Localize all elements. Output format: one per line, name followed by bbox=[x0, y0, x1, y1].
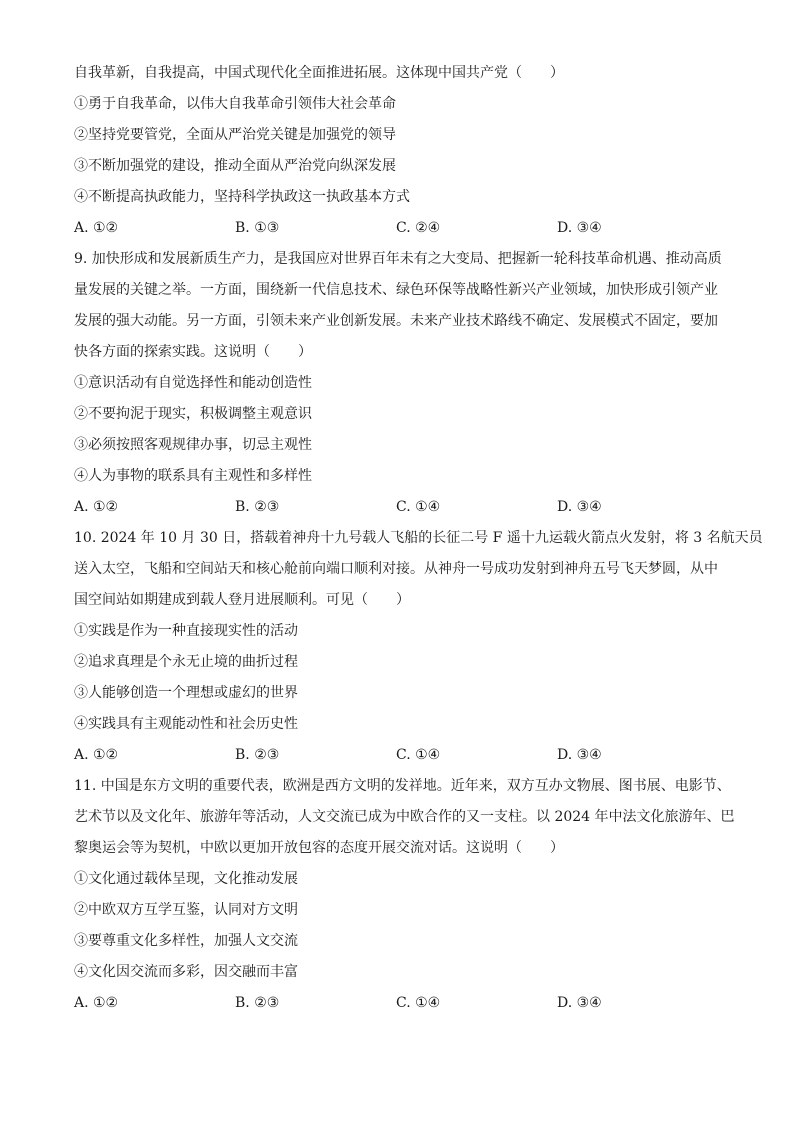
question-stem-line: 10. 2024 年 10 月 30 日，搭载着神舟十九号载人飞船的长征二号 F 遥十九运载火箭点火发射，将 3 名航天员 bbox=[74, 530, 763, 546]
answer-options bbox=[74, 492, 734, 523]
answer-options bbox=[74, 213, 734, 244]
answer-options bbox=[74, 740, 734, 771]
option-d: D. ③④ bbox=[557, 220, 602, 236]
option-b: B. ②③ bbox=[235, 747, 280, 763]
statement-2: ②坚持党要管党，全面从严治党关键是加强党的领导 bbox=[74, 127, 396, 143]
question-stem-line: 送入太空，飞船和空间站天和核心舱前向端口顺利对接。从神舟一号成功发射到神舟五号飞天梦圆，从中 bbox=[74, 561, 718, 577]
option-d: D. ③④ bbox=[557, 995, 602, 1011]
option-a: A. ①② bbox=[74, 220, 119, 236]
option-a: A. ①② bbox=[74, 499, 119, 515]
statement-1: ①意识活动有自觉选择性和能动创造性 bbox=[74, 375, 312, 391]
statement-1: ①勇于自我革命，以伟大自我革命引领伟大社会革命 bbox=[74, 96, 396, 112]
option-b: B. ②③ bbox=[235, 499, 280, 515]
question-stem-line: 11. 中国是东方文明的重要代表，欧洲是西方文明的发祥地。近年来，双方互办文物展、图书展、电影节、 bbox=[74, 778, 731, 794]
option-c: C. ①④ bbox=[396, 499, 441, 515]
exam-page bbox=[74, 58, 763, 1019]
statement-3: ③要尊重文化多样性，加强人文交流 bbox=[74, 933, 298, 949]
statement-2: ②不要拘泥于现实，积极调整主观意识 bbox=[74, 406, 312, 422]
option-a: A. ①② bbox=[74, 995, 119, 1011]
statement-3: ③必须按照客观规律办事，切忌主观性 bbox=[74, 437, 312, 453]
question-stem-line: 国空间站如期建成到载人登月进展顺利。可见（ ） bbox=[74, 592, 410, 608]
question-9 bbox=[74, 244, 734, 523]
option-b: B. ①③ bbox=[235, 220, 280, 236]
statement-4: ④不断提高执政能力，坚持科学执政这一执政基本方式 bbox=[74, 189, 410, 205]
question-stem-line: 发展的强大动能。另一方面，引领未来产业创新发展。未来产业技术路线不确定、发展模式不固定，要加 bbox=[74, 313, 718, 329]
option-d: D. ③④ bbox=[557, 499, 602, 515]
question-stem-line: 艺术节以及文化年、旅游年等活动，人文交流已成为中欧合作的又一支柱。以 2024 年中法文化旅游年、巴 bbox=[74, 809, 735, 825]
statement-1: ①实践是作为一种直接现实性的活动 bbox=[74, 623, 298, 639]
question-stem-line: 自我革新，自我提高，中国式现代化全面推进拓展。这体现中国共产党（ ） bbox=[74, 65, 564, 81]
statement-2: ②追求真理是个永无止境的曲折过程 bbox=[74, 654, 298, 670]
option-c: C. ①④ bbox=[396, 995, 441, 1011]
option-c: C. ①④ bbox=[396, 747, 441, 763]
statement-2: ②中欧双方互学互鉴，认同对方文明 bbox=[74, 902, 298, 918]
statement-4: ④人为事物的联系具有主观性和多样性 bbox=[74, 468, 312, 484]
question-10 bbox=[74, 523, 763, 771]
question-stem-line: 黎奥运会等为契机，中欧以更加开放包容的态度开展交流对话。这说明（ ） bbox=[74, 840, 564, 856]
statement-4: ④实践具有主观能动性和社会历史性 bbox=[74, 716, 298, 732]
statement-1: ①文化通过载体呈现，文化推动发展 bbox=[74, 871, 298, 887]
question-11 bbox=[74, 771, 734, 1019]
question-8 bbox=[74, 58, 734, 244]
option-c: C. ②④ bbox=[396, 220, 441, 236]
answer-options bbox=[74, 988, 734, 1019]
option-b: B. ②③ bbox=[235, 995, 280, 1011]
statement-3: ③人能够创造一个理想或虚幻的世界 bbox=[74, 685, 298, 701]
option-a: A. ①② bbox=[74, 747, 119, 763]
question-stem-line: 量发展的关键之举。一方面，围绕新一代信息技术、绿色环保等战略性新兴产业领域，加快形成引领产业 bbox=[74, 282, 718, 298]
question-stem-line: 快各方面的探索实践。这说明（ ） bbox=[74, 344, 312, 360]
option-d: D. ③④ bbox=[557, 747, 602, 763]
statement-4: ④文化因交流而多彩，因交融而丰富 bbox=[74, 964, 298, 980]
question-stem-line: 9. 加快形成和发展新质生产力，是我国应对世界百年未有之大变局、把握新一轮科技革命机遇、推动高质 bbox=[74, 251, 722, 267]
statement-3: ③不断加强党的建设，推动全面从严治党向纵深发展 bbox=[74, 158, 396, 174]
